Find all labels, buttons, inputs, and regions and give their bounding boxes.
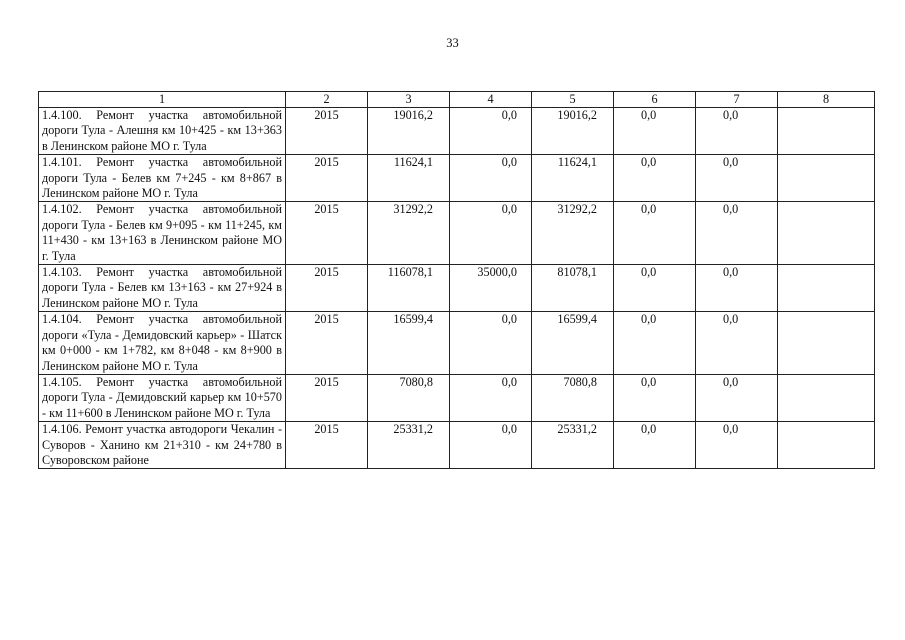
row-description: 1.4.101. Ремонт участка автомобильной дороги Тула - Белев км 7+245 - км 8+867 в Ленинском районе МО г. Тула bbox=[39, 155, 286, 202]
row-description: 1.4.100. Ремонт участка автомобильной дороги Тула - Алешня км 10+425 - км 13+363 в Ленинском районе МО г. Тула bbox=[39, 108, 286, 155]
row-year: 2015 bbox=[286, 312, 368, 375]
row-col7: 0,0 bbox=[696, 202, 778, 265]
column-header-1: 1 bbox=[39, 92, 286, 108]
row-col5: 31292,2 bbox=[532, 202, 614, 265]
row-col5: 25331,2 bbox=[532, 422, 614, 469]
column-header-8: 8 bbox=[778, 92, 875, 108]
row-col4: 0,0 bbox=[450, 155, 532, 202]
table-row bbox=[39, 265, 875, 312]
row-col8 bbox=[778, 422, 875, 469]
table-row bbox=[39, 312, 875, 375]
table-row bbox=[39, 422, 875, 469]
row-col3: 11624,1 bbox=[368, 155, 450, 202]
row-col6: 0,0 bbox=[614, 155, 696, 202]
row-col7: 0,0 bbox=[696, 155, 778, 202]
row-col6: 0,0 bbox=[614, 374, 696, 421]
row-description: 1.4.103. Ремонт участка автомобильной дороги Тула - Белев км 13+163 - км 27+924 в Ленинском районе МО г. Тула bbox=[39, 265, 286, 312]
row-description: 1.4.106. Ремонт участка автодороги Чекалин - Суворов - Ханино км 21+310 - км 24+780 в Суворовском районе bbox=[39, 422, 286, 469]
row-col3: 19016,2 bbox=[368, 108, 450, 155]
table-row bbox=[39, 108, 875, 155]
budget-table bbox=[38, 91, 875, 469]
column-header-3: 3 bbox=[368, 92, 450, 108]
table-row bbox=[39, 374, 875, 421]
row-col6: 0,0 bbox=[614, 422, 696, 469]
row-col3: 16599,4 bbox=[368, 312, 450, 375]
row-col4: 0,0 bbox=[450, 422, 532, 469]
row-col6: 0,0 bbox=[614, 202, 696, 265]
row-col4: 35000,0 bbox=[450, 265, 532, 312]
row-col7: 0,0 bbox=[696, 108, 778, 155]
row-col4: 0,0 bbox=[450, 108, 532, 155]
row-col4: 0,0 bbox=[450, 312, 532, 375]
page-number: 33 bbox=[446, 36, 459, 50]
header-row bbox=[39, 92, 875, 108]
row-col3: 7080,8 bbox=[368, 374, 450, 421]
row-col5: 7080,8 bbox=[532, 374, 614, 421]
row-col3: 25331,2 bbox=[368, 422, 450, 469]
row-col8 bbox=[778, 155, 875, 202]
row-col3: 116078,1 bbox=[368, 265, 450, 312]
row-col8 bbox=[778, 108, 875, 155]
row-description: 1.4.102. Ремонт участка автомобильной дороги Тула - Белев км 9+095 - км 11+245, км 11+430 - км 13+163 в Ленинском районе МО г. Тула bbox=[39, 202, 286, 265]
column-header-2: 2 bbox=[286, 92, 368, 108]
row-description: 1.4.104. Ремонт участка автомобильной дороги «Тула - Демидовский карьер» - Шатск км 0+000 - км 1+782, км 8+048 - км 8+900 в Ленинском районе МО г. Тула bbox=[39, 312, 286, 375]
row-col8 bbox=[778, 202, 875, 265]
row-col7: 0,0 bbox=[696, 374, 778, 421]
row-col7: 0,0 bbox=[696, 422, 778, 469]
row-col5: 19016,2 bbox=[532, 108, 614, 155]
table-row bbox=[39, 202, 875, 265]
row-year: 2015 bbox=[286, 155, 368, 202]
row-col8 bbox=[778, 374, 875, 421]
row-col5: 81078,1 bbox=[532, 265, 614, 312]
column-header-6: 6 bbox=[614, 92, 696, 108]
column-header-5: 5 bbox=[532, 92, 614, 108]
row-col3: 31292,2 bbox=[368, 202, 450, 265]
row-description: 1.4.105. Ремонт участка автомобильной дороги Тула - Демидовский карьер км 10+570 - км 11+600 в Ленинском районе МО г. Тула bbox=[39, 374, 286, 421]
row-col4: 0,0 bbox=[450, 374, 532, 421]
row-col6: 0,0 bbox=[614, 265, 696, 312]
row-year: 2015 bbox=[286, 202, 368, 265]
row-col5: 16599,4 bbox=[532, 312, 614, 375]
row-year: 2015 bbox=[286, 374, 368, 421]
row-col5: 11624,1 bbox=[532, 155, 614, 202]
table-row bbox=[39, 155, 875, 202]
row-col6: 0,0 bbox=[614, 108, 696, 155]
row-year: 2015 bbox=[286, 422, 368, 469]
row-col4: 0,0 bbox=[450, 202, 532, 265]
column-header-7: 7 bbox=[696, 92, 778, 108]
row-col8 bbox=[778, 312, 875, 375]
row-year: 2015 bbox=[286, 108, 368, 155]
row-col6: 0,0 bbox=[614, 312, 696, 375]
column-header-4: 4 bbox=[450, 92, 532, 108]
row-col7: 0,0 bbox=[696, 265, 778, 312]
row-col7: 0,0 bbox=[696, 312, 778, 375]
row-col8 bbox=[778, 265, 875, 312]
row-year: 2015 bbox=[286, 265, 368, 312]
